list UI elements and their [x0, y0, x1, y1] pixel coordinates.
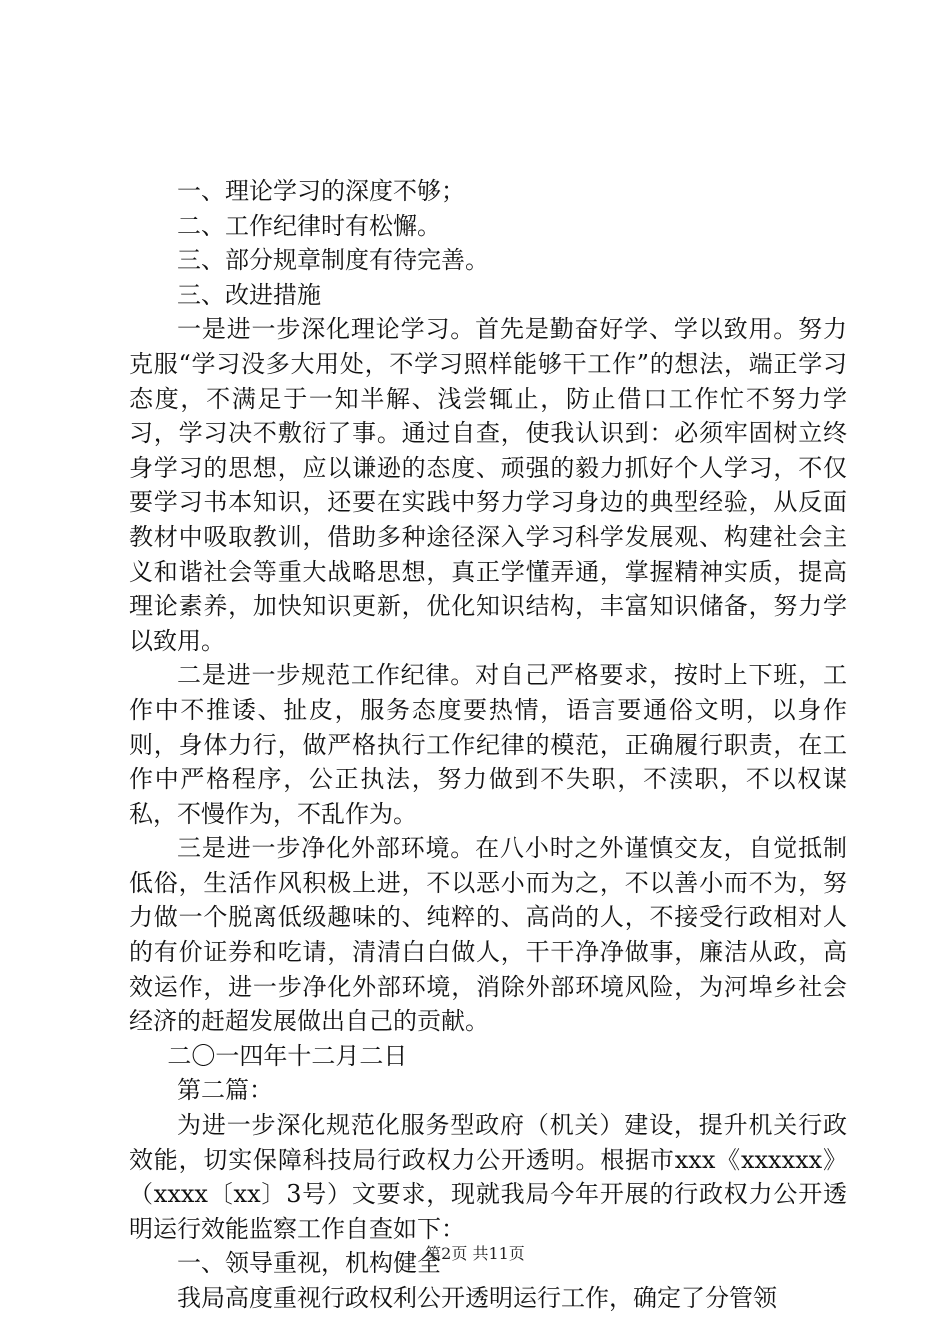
list-item-theory-study: 一、理论学习的深度不够； — [177, 177, 465, 205]
section-heading-part-two: 第二篇： — [177, 1076, 273, 1105]
paragraph-part-two-intro: 为进一步深化规范化服务型政府（机关）建设，提升机关行政效能，切实保障科技局行政权力公开透明。根据市xxx《xxxxxx》（xxxx〔xx〕3号）文要求，现就我局今年开展的行政权力公开透明运行效能监察工作自查如下： — [129, 1111, 847, 1243]
paragraph-leadership: 我局高度重视行政权利公开透明运行工作，确定了分管领 — [177, 1284, 777, 1312]
paragraph-theory-study: 一是进一步深化理论学习。首先是勤奋好学、学以致用。努力克服“学习没多大用处，不学习照样能够干工作”的想法，端正学习态度，不满足于一知半解、浅尝辄止，防止借口工作忙不努力学习，学习决不敷衍了事。通过自查，使我认识到：必须牢固树立终身学习的思想，应以谦逊的态度、顽强的毅力抓好个人学习，不仅要学习书本知识，还要在实践中努力学习身边的典型经验，从反面教材中吸取教训，借助多种途径深入学习科学发展观、构建社会主义和谐社会等重大战略思想，真正学懂弄通，掌握精神实质，提高理论素养，加快知识更新，优化知识结构，丰富知识储备，努力学以致用。 — [129, 315, 847, 655]
paragraph-work-discipline: 二是进一步规范工作纪律。对自己严格要求，按时上下班，工作中不推诿、扯皮，服务态度要热情，语言要通俗文明，以身作则，身体力行，做严格执行工作纪律的模范，正确履行职责，在工作中严格程序，公正执法，努力做到不失职，不渎职，不以权谋私，不慢作为，不乱作为。 — [129, 661, 847, 828]
list-item-rules: 三、部分规章制度有待完善。 — [177, 246, 489, 275]
page-footer — [0, 1244, 950, 1264]
section-heading-improvements: 三、改进措施 — [177, 280, 321, 309]
list-item-work-discipline: 二、工作纪律时有松懈。 — [177, 211, 441, 240]
paragraph-environment: 三是进一步净化外部环境。在八小时之外谨慎交友，自觉抵制低俗，生活作风积极上进，不以恶小而为之，不以善小而不为，努力做一个脱离低级趣味的、纯粹的、高尚的人，不接受行政相对人的有价证券和吃请，清清白白做人，干干净净做事，廉洁从政，高效运作，进一步净化外部环境，消除外部环境风险，为河埠乡社会经济的赶超发展做出自己的贡献。 — [129, 834, 847, 1036]
page-number-label: 第2页 共11页 — [425, 1244, 525, 1263]
date-line: 二〇一四年十二月二日 — [167, 1041, 408, 1070]
section-heading-leadership: 一、领导重视，机构健全 — [177, 1249, 441, 1278]
document-body — [129, 174, 847, 1316]
